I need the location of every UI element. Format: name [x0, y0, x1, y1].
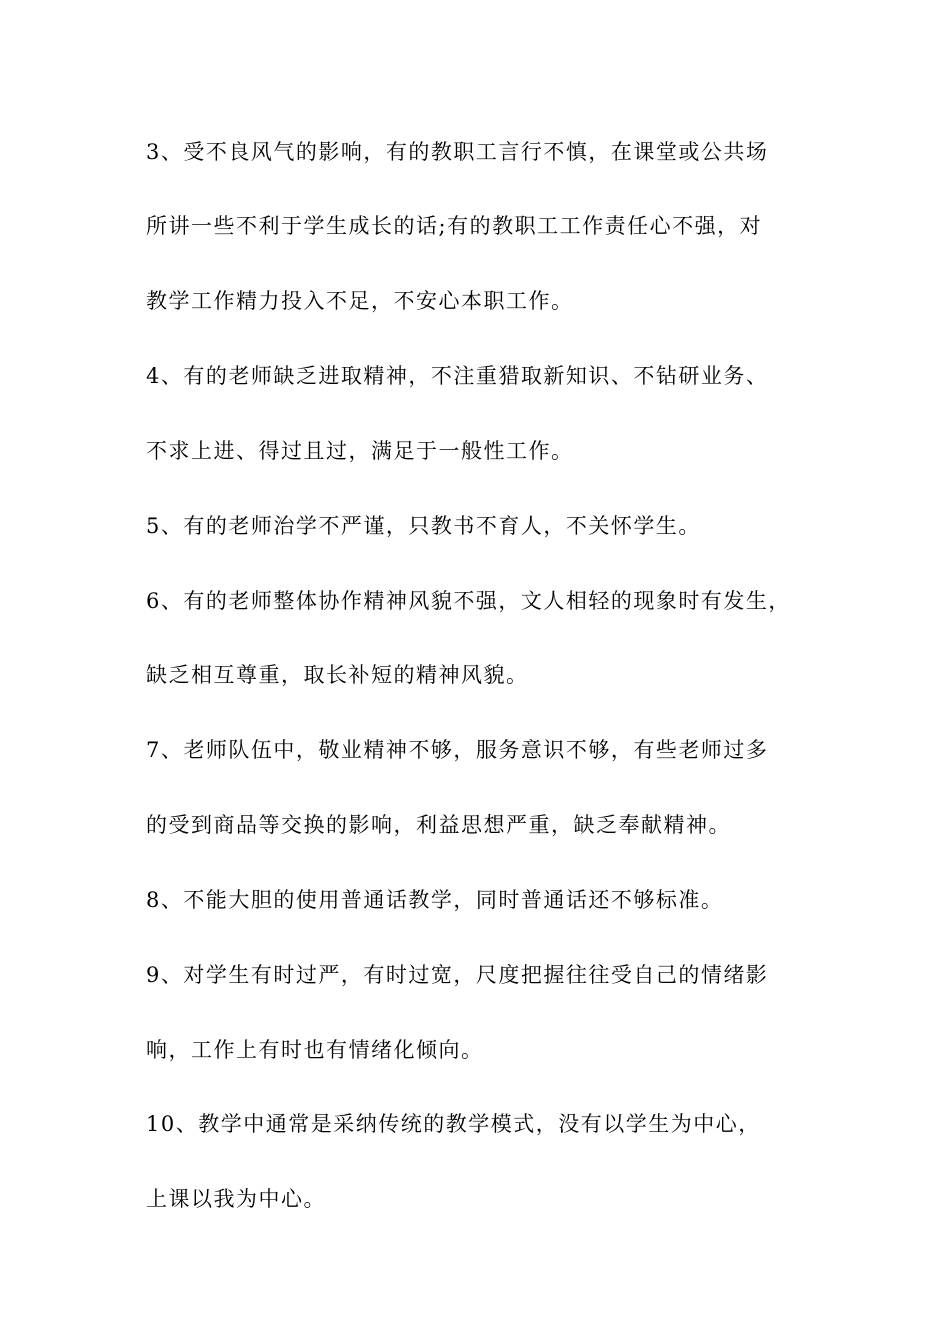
text-line: 7、老师队伍中，敬业精神不够，服务意识不够，有些老师过多 — [146, 738, 769, 762]
text-line: 所讲一些不利于学生成长的话;有的教职工工作责任心不强，对 — [146, 214, 763, 238]
text-line: 教学工作精力投入不足，不安心本职工作。 — [146, 289, 574, 313]
text-line: 10、教学中通常是采纳传统的教学模式，没有以学生为中心， — [146, 1112, 761, 1136]
text-line: 上课以我为中心。 — [146, 1187, 326, 1211]
text-line: 9、对学生有时过严，有时过宽，尺度把握往往受自己的情绪影 — [146, 963, 769, 987]
text-line: 8、不能大胆的使用普通话教学，同时普通话还不够标准。 — [146, 888, 724, 912]
text-line: 6、有的老师整体协作精神风貌不强，文人相轻的现象时有发生， — [146, 589, 791, 613]
text-line: 3、受不良风气的影响，有的教职工言行不慎，在课堂或公共场 — [146, 140, 769, 164]
text-line: 缺乏相互尊重，取长补短的精神风貌。 — [146, 663, 529, 687]
text-line: 不求上进、得过且过，满足于一般性工作。 — [146, 439, 574, 463]
text-line: 响，工作上有时也有情绪化倾向。 — [146, 1038, 484, 1062]
text-line: 4、有的老师缺乏进取精神，不注重猎取新知识、不钻研业务、 — [146, 364, 769, 388]
text-line: 的受到商品等交换的影响，利益思想严重，缺乏奉献精神。 — [146, 813, 731, 837]
text-line: 5、有的老师治学不严谨，只教书不育人，不关怀学生。 — [146, 514, 701, 538]
